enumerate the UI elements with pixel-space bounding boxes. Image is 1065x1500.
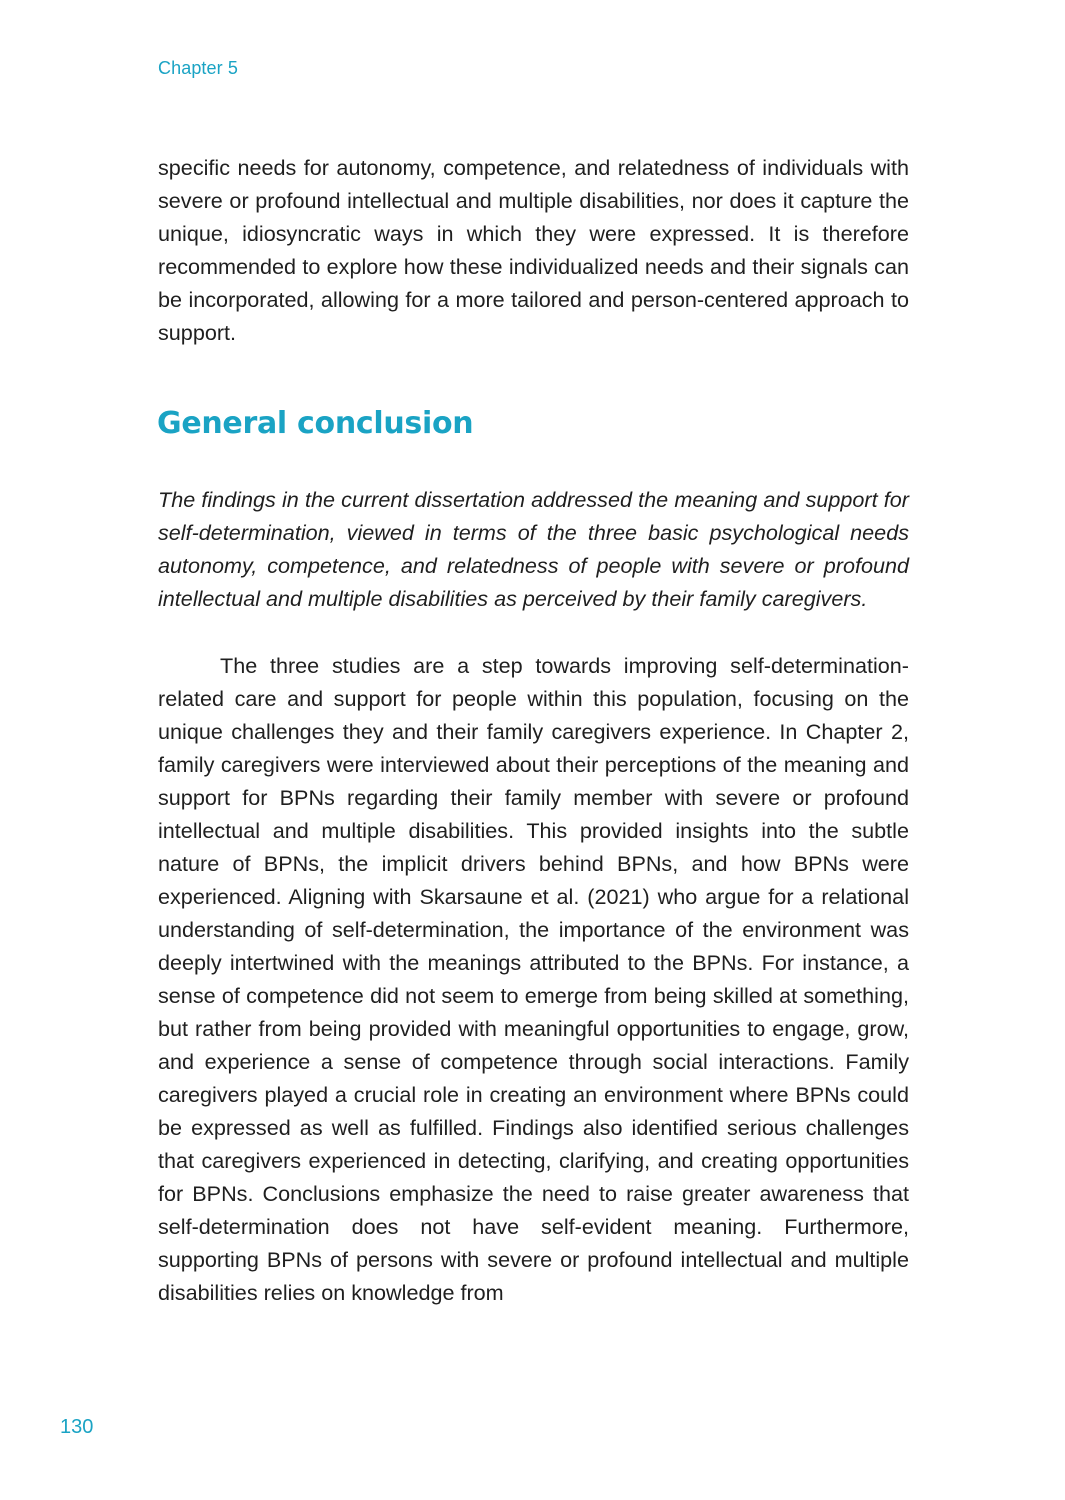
- page-number: 130: [60, 1416, 94, 1438]
- body-paragraph-continued: specific needs for autonomy, competence, and relatedness of individuals with severe or profound intellectual and multiple disabilities, nor does it capture the unique, idiosyncratic ways in which they were expressed. It is therefore recommended to explore how these individualized needs and their signals can be incorporated, allowing for a more tailored and person-centered approach to support.: [158, 155, 909, 345]
- section-heading: General conclusion: [157, 406, 474, 441]
- body-paragraph: The three studies are a step towards improving self-determination-related care and support for people within this population, focusing on the unique challenges they and their family caregivers experience. In Chapter 2, family caregivers were interviewed about their perceptions of the meaning and support for BPNs regarding their family member with severe or profound intellectual and multiple disabilities. This provided insights into the subtle nature of BPNs, the implicit drivers behind BPNs, and how BPNs were experienced. Aligning with Skarsaune et al. (2021) who argue for a relational understanding of self-determination, the importance of the environment was deeply intertwined with the meanings attributed to the BPNs. For instance, a sense of competence did not seem to emerge from being skilled at something, but rather from being provided with meaningful opportunities to engage, grow, and experience a sense of competence through social interactions. Family caregivers played a crucial role in creating an environment where BPNs could be expressed as well as fulfilled. Findings also identified serious challenges that caregivers experienced in detecting, clarifying, and creating opportunities for BPNs. Conclusions emphasize the need to raise greater awareness that self-determination does not have self-evident meaning. Furthermore, supporting BPNs of persons with severe or profound intellectual and multiple disabilities relies on knowledge from: [158, 653, 909, 1305]
- section-abstract: The findings in the current dissertation addressed the meaning and support for self-determination, viewed in terms of the three basic psychological needs autonomy, competence, and relatedness of people with severe or profound intellectual and multiple disabilities as perceived by their family caregivers.: [158, 487, 909, 611]
- running-head: Chapter 5: [158, 58, 238, 78]
